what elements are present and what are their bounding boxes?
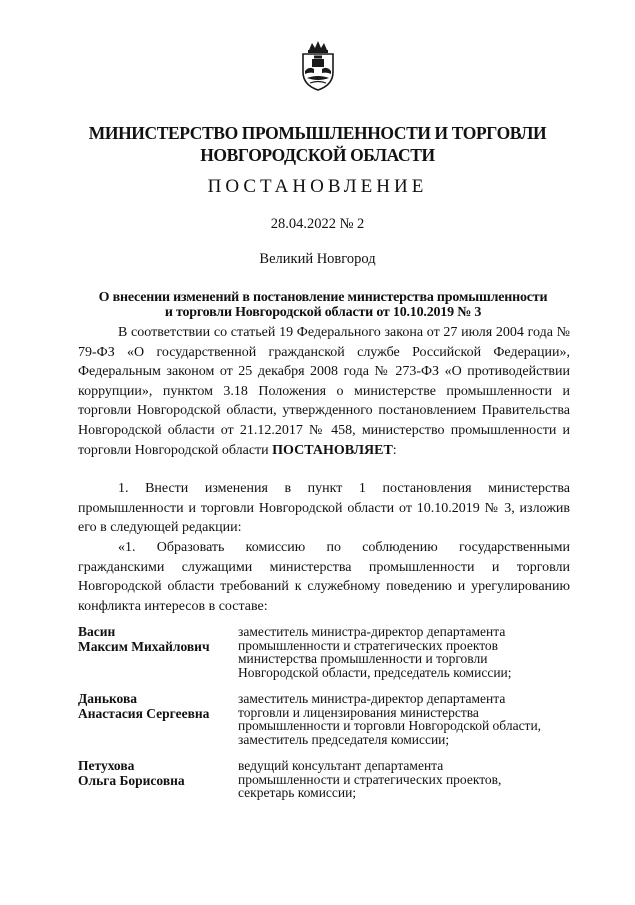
- member-name: [78, 692, 238, 746]
- member-surname: Васин: [78, 624, 116, 639]
- member-role: [238, 692, 575, 746]
- ministry-name-line2: НОВГОРОДСКОЙ ОБЛАСТИ: [200, 145, 435, 165]
- member-surname: Петухова: [78, 758, 135, 773]
- member-role-line: промышленности и стратегических проектов: [238, 637, 499, 653]
- member-role-line: торговли и лицензирования министерства: [238, 704, 479, 720]
- member-role-line: министерства промышленности и торговли: [238, 651, 488, 666]
- member-given-names: Максим Михайлович: [78, 638, 210, 654]
- member-role-line: ведущий консультант департамента: [238, 758, 444, 773]
- member-role-line: заместитель министра-директор департамента: [238, 624, 506, 639]
- member-name: [78, 625, 238, 679]
- preamble-paragraph: [78, 323, 570, 460]
- commission-members-list: [78, 625, 575, 813]
- document-heading-line2: и торговли Новгородской области от 10.10.2019 № 3: [164, 305, 482, 320]
- member-name: [78, 759, 238, 800]
- item-1-paragraph: 1. Внести изменения в пункт 1 постановления министерства промышленности и торговли Новгородской области от 10.10.2019 № 3, изложив его в следующей редакции:: [78, 481, 570, 536]
- document-heading: [78, 290, 568, 320]
- member-given-names: Ольга Борисовна: [78, 772, 185, 788]
- novgorod-coat-of-arms-icon: [297, 40, 339, 92]
- member-surname: Данькова: [78, 691, 138, 706]
- member-role-line: заместитель председателя комиссии;: [238, 731, 450, 747]
- member-role-line: заместитель министра-директор департамента: [238, 691, 506, 706]
- preamble-text: В соответствии со статьей 19 Федерального закона от 27 июля 2004 года № 79-ФЗ «О государственной гражданской службе Российской Федерации», Федеральным законом от 25 декабря 2008 года № 273-ФЗ «О противодействии коррупции», пунктом 3.18 Положения о министерстве промышленности и торговли Новгородской области, утвержденного постановлением Правительства Новгородской области от 21.12.2017 № 458, министерство промышленности и торговли Новгородской области: [78, 325, 570, 458]
- member-role-line: промышленности и стратегических проектов,: [238, 771, 502, 787]
- member-row: [78, 692, 575, 746]
- member-role-line: Новгородской области, председатель комиссии;: [238, 664, 512, 680]
- member-role: [238, 759, 575, 800]
- document-place: Великий Новгород: [259, 251, 376, 267]
- member-role-line: секретарь комиссии;: [238, 785, 357, 800]
- member-role-line: промышленности и торговли Новгородской области,: [238, 718, 542, 733]
- document-heading-line1: О внесении изменений в постановление министерства промышленности: [98, 290, 548, 305]
- ministry-name: [60, 122, 575, 166]
- member-row: [78, 625, 575, 679]
- ministry-name-line1: МИНИСТЕРСТВО ПРОМЫШЛЕННОСТИ И ТОРГОВЛИ: [88, 123, 547, 143]
- member-role: [238, 625, 575, 679]
- member-given-names: Анастасия Сергеевна: [78, 705, 210, 721]
- document-type: ПОСТАНОВЛЕНИЕ: [207, 176, 428, 197]
- resolves-word: ПОСТАНОВЛЯЕТ: [272, 442, 393, 458]
- quoted-item-paragraph: «1. Образовать комиссию по соблюдению государственными гражданскими служащими министерства промышленности и торговли Новгородской области требований к служебному поведению и урегулированию конфликта интересов в составе:: [78, 540, 570, 614]
- document-date-number: 28.04.2022 № 2: [270, 216, 365, 232]
- resolves-colon: :: [392, 442, 397, 458]
- member-row: [78, 759, 575, 800]
